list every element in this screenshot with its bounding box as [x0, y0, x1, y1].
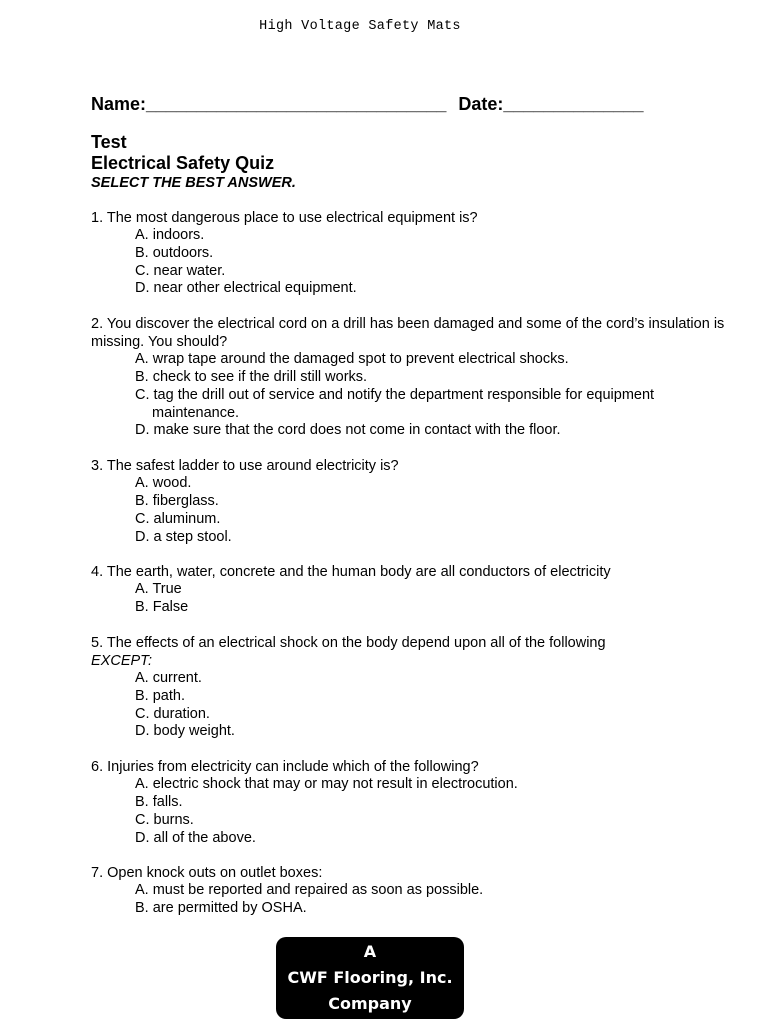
instruction-text: SELECT THE BEST ANSWER. [91, 175, 296, 191]
question-text: 2. You discover the electrical cord on a drill has been damaged and some of the cord’s insulation is missing. You should? [91, 316, 725, 351]
answer-choice: A. must be reported and repaired as soon as possible. [135, 882, 484, 899]
question-4 [91, 563, 731, 617]
question-2 [91, 315, 731, 440]
answer-choice: C. duration. [135, 705, 210, 722]
quiz-title: Electrical Safety Quiz [91, 153, 275, 173]
question-text [91, 634, 731, 670]
answer-choice: B. are permitted by OSHA. [135, 900, 307, 917]
answer-choice: B. fiberglass. [135, 492, 219, 509]
quiz-document [91, 90, 731, 918]
answer-choice: A. wrap tape around the damaged spot to prevent electrical shocks. [135, 351, 569, 368]
answer-choice: B. falls. [135, 793, 183, 810]
question-text: 3. The safest ladder to use around electricity is? [91, 458, 399, 475]
name-date-line [91, 90, 731, 118]
question-text: 7. Open knock outs on outlet boxes: [91, 865, 323, 882]
logo-line-2: CWF Flooring, Inc. [287, 968, 453, 987]
question-3 [91, 457, 731, 546]
answer-choices [91, 227, 731, 298]
answer-choice: B. check to see if the drill still works. [135, 368, 368, 385]
answer-choice: B. outdoors. [135, 244, 214, 261]
question-text: 6. Injuries from electricity can include which of the following? [91, 759, 479, 776]
answer-choice: A. indoors. [135, 227, 205, 243]
answer-choice: A. current. [135, 669, 202, 686]
question-text: 4. The earth, water, concrete and the human body are all conductors of electricity [91, 564, 611, 581]
answer-choices [91, 475, 731, 546]
name-label: Name: [91, 94, 147, 114]
answer-choices [91, 776, 731, 847]
answer-choices [91, 670, 731, 741]
date-label: Date: [458, 94, 504, 114]
question-5 [91, 634, 731, 741]
answer-choices [91, 882, 731, 918]
answer-choices [91, 351, 731, 440]
test-heading: Test [91, 132, 127, 152]
answer-choice: D. body weight. [135, 723, 235, 740]
answer-choice: D. a step stool. [135, 528, 232, 545]
answer-choice: A. electric shock that may or may not result in electrocution. [135, 776, 518, 793]
running-header: High Voltage Safety Mats [259, 19, 461, 34]
answer-choice: C. near water. [135, 262, 226, 279]
answer-choice: C. tag the drill out of service and notify the department responsible for equipment maintenance. [135, 386, 655, 421]
question-text-emphasis: EXCEPT: [91, 652, 152, 669]
date-blank: ______________ [503, 94, 644, 114]
question-text-main: 5. The effects of an electrical shock on the body depend upon all of the following [91, 634, 606, 651]
question-6 [91, 758, 731, 847]
answer-choice: B. False [135, 599, 189, 616]
answer-choices [91, 581, 731, 617]
answer-choice: C. aluminum. [135, 510, 221, 527]
question-1 [91, 209, 731, 298]
answer-choice: D. make sure that the cord does not come in contact with the floor. [135, 422, 561, 439]
answer-choice: C. burns. [135, 811, 194, 828]
answer-choice: D. near other electrical equipment. [135, 280, 357, 297]
question-text: 1. The most dangerous place to use electrical equipment is? [91, 210, 478, 226]
answer-choice: D. all of the above. [135, 829, 256, 846]
company-logo [276, 937, 464, 1019]
name-blank: ______________________________ [146, 94, 447, 114]
answer-choice: B. path. [135, 687, 185, 704]
answer-choice: A. wood. [135, 475, 192, 492]
question-7 [91, 864, 731, 918]
logo-line-3: Company [328, 994, 412, 1013]
answer-choice: A. True [135, 581, 182, 598]
logo-line-1: A [363, 942, 377, 961]
